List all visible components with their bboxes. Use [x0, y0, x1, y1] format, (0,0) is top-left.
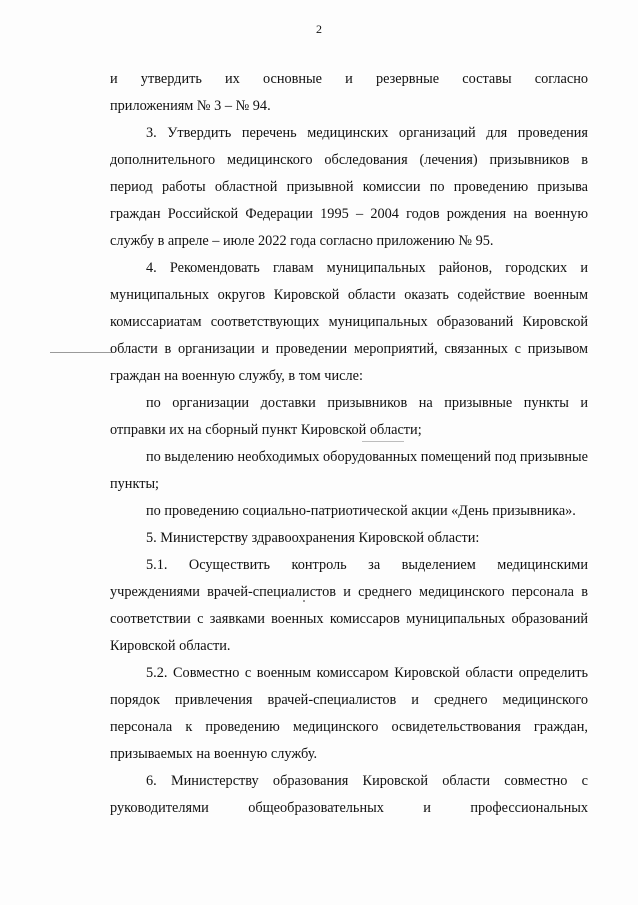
paragraph-item-5-2: 5.2. Совместно с военным комиссаром Кировской области определить порядок привлечения врачей-специалистов и среднего медицинского персонала к проведению медицинского освидетельствования граждан, призываемых на военную службу.: [110, 665, 588, 762]
paragraph-item-4: 4. Рекомендовать главам муниципальных районов, городских и муниципальных округов Кировской области оказать содействие военным комиссариатам соответствующих муниципальных образований Кировской области в организации и проведении мероприятий, связанных с призывом граждан на военную службу, в том числе:: [110, 260, 588, 384]
paragraph-line: приложениям № 3 – № 94.: [110, 98, 271, 114]
paragraph-subitem-premises: по выделению необходимых оборудованных помещений под призывные пункты;: [110, 449, 588, 492]
paragraph-subitem-delivery: по организации доставки призывников на призывные пункты и отправки их на сборный пункт Кировской области;: [110, 395, 588, 438]
document-body: [110, 66, 588, 822]
page-number: 2: [316, 22, 322, 36]
paragraph-item-5-1: 5.1. Осуществить контроль за выделением медицинскими учреждениями врачей-специалистов и среднего медицинского персонала в соответствии с заявками военных комиссаров муниципальных образований Кировской области.: [110, 557, 588, 654]
scan-artifact-line: [50, 352, 112, 353]
paragraph-subitem-campaign: по проведению социально-патриотической акции «День призывника».: [146, 503, 576, 519]
paragraph-item-5: 5. Министерству здравоохранения Кировской области:: [146, 530, 480, 546]
paragraph-continuation: [110, 66, 588, 120]
paragraph-line: и утвердить их основные и резервные составы согласно: [110, 71, 588, 87]
paragraph-item-3: 3. Утвердить перечень медицинских организаций для проведения дополнительного медицинского обследования (лечения) призывников в период работы областной призывной комиссии по проведению призыва граждан Российской Федерации 1995 – 2004 годов рождения на военную службу в апреле – июле 2022 года согласно приложению № 95.: [110, 125, 588, 249]
paragraph-item-6: 6. Министерству образования Кировской области совместно с руководителями общеобразовательных и профессиональных: [110, 773, 588, 816]
